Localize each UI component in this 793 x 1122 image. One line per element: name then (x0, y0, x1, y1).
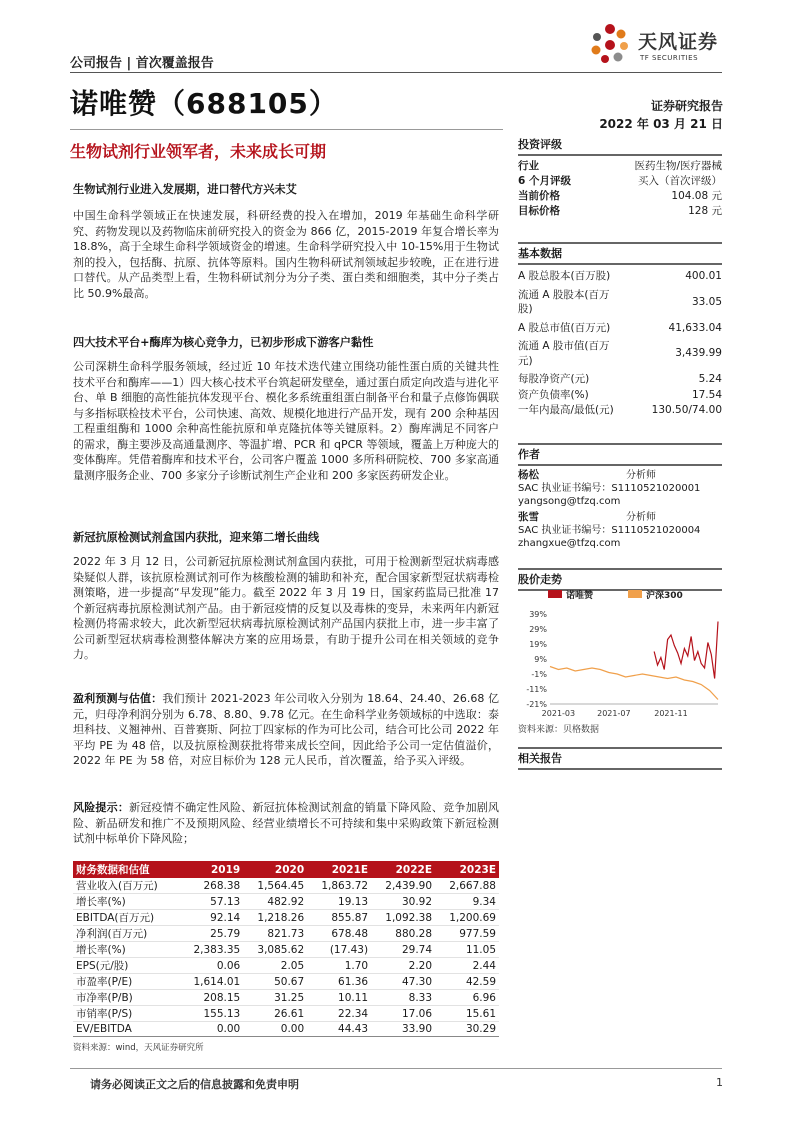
basic-data-panel (518, 242, 722, 422)
table-header-cell: 2020 (243, 861, 307, 878)
basic-data-label: 流通 A 股股本(百万股) (518, 288, 610, 315)
table-cell: 42.59 (435, 974, 499, 990)
y-tick-label: -21% (526, 700, 547, 709)
table-header-cell: 财务数据和估值 (73, 861, 179, 878)
basic-data-row (518, 403, 722, 418)
table-cell: 29.74 (371, 942, 435, 958)
rating-label: 目标价格 (518, 205, 560, 217)
table-cell: 1.70 (307, 958, 371, 974)
table-cell: 22.34 (307, 1006, 371, 1022)
table-cell: 11.05 (435, 942, 499, 958)
valuation-text: 我们预计 2021-2023 年公司收入分别为 18.64、24.40、26.68 亿元，归母净利润分别为 6.78、8.80、9.78 亿元。在生命科学业务领域标的中选取：泰坦科技、义翘神州、百普赛斯、阿拉丁四家标的作为可比公司，结合可比公司 2022 年平均 PE 为 48 倍，以及抗原检测获批将带来成长空间，因此给予公司一定估值溢价，2022 年 PE 为 58 倍，对应目标价为 128 元人民币，首次覆盖，给予买入评级。 (73, 692, 499, 767)
section-paragraph: 2022 年 3 月 12 日，公司新冠抗原检测试剂盒国内获批，可用于检测新型冠状病毒感染疑似人群，该抗原检测试剂可作为核酸检测的辅助和补充，配合国家新型冠状病毒检测策略，进一步提高“早发现”能力。截至 2022 年 3 月 19 日，国家药监局已批准 17 个新冠病毒抗原检测试剂产品。由于新冠疫情的反复以及毒株的变异，未来两年内新冠检测仍将需求较大，此次新型冠状病毒抗原检测试剂产品国内获批上市，进一步丰富了公司新型冠状病毒检测整体解决方案的应用场景，有助于提升公司在相关领域的竞争力。 (73, 555, 499, 661)
risk-label: 风险提示： (73, 801, 130, 814)
table-cell: 57.13 (179, 894, 243, 910)
x-tick-label: 2021-07 (597, 709, 631, 718)
y-tick-label: -1% (531, 670, 547, 679)
risk-paragraph (73, 800, 499, 847)
table-row (73, 990, 499, 1006)
basic-data-row (518, 321, 722, 336)
table-source: 资料来源：wind，天风证券研究所 (73, 1043, 204, 1053)
table-cell: 2,439.90 (371, 878, 435, 894)
y-tick-label: 9% (534, 655, 547, 664)
table-cell: 1,092.38 (371, 910, 435, 926)
table-row-label: 净利润(百万元) (73, 926, 179, 942)
table-cell: 50.67 (243, 974, 307, 990)
table-cell: 9.34 (435, 894, 499, 910)
valuation-paragraph (73, 691, 499, 769)
table-cell: 47.30 (371, 974, 435, 990)
table-cell: 2,383.35 (179, 942, 243, 958)
logo-flower-icon (585, 20, 635, 70)
table-row-label: 增长率(%) (73, 894, 179, 910)
table-cell: 821.73 (243, 926, 307, 942)
table-cell: 1,863.72 (307, 878, 371, 894)
table-cell: 268.38 (179, 878, 243, 894)
basic-data-label: A 股总股本(百万股) (518, 270, 611, 282)
table-cell: 0.00 (243, 1022, 307, 1037)
table-row-label: EPS(元/股) (73, 958, 179, 974)
table-header-row (73, 861, 499, 878)
table-cell: 17.06 (371, 1006, 435, 1022)
table-row (73, 910, 499, 926)
table-row (73, 894, 499, 910)
table-row-label: EV/EBITDA (73, 1022, 179, 1037)
basic-data-title: 基本数据 (518, 244, 722, 265)
table-cell: 26.61 (243, 1006, 307, 1022)
basic-data-value: 17.54 (691, 388, 722, 401)
table-cell: 92.14 (179, 910, 243, 926)
section-title: 生物试剂行业进入发展期，进口替代方兴未艾 (73, 183, 297, 196)
author-name: 杨松 (518, 469, 539, 481)
basic-data-label: 流通 A 股市值(百万元) (518, 340, 610, 367)
x-tick-label: 2021-03 (541, 709, 576, 718)
basic-data-value: 130.50/74.00 (651, 404, 722, 416)
table-cell: 1,564.45 (243, 878, 307, 894)
table-cell: 6.96 (435, 990, 499, 1006)
table-row-label: EBITDA(百万元) (73, 910, 179, 926)
rating-value: 128 元 (688, 205, 722, 217)
table-cell: 44.43 (307, 1022, 371, 1037)
rating-panel (518, 135, 722, 219)
table-cell: 30.29 (435, 1022, 499, 1037)
table-cell: 30.92 (371, 894, 435, 910)
basic-data-label: A 股总市值(百万元) (518, 321, 611, 334)
table-cell: 855.87 (307, 910, 371, 926)
table-row (73, 942, 499, 958)
related-reports-title: 相关报告 (518, 749, 722, 770)
rating-row (518, 189, 722, 204)
chart-section-title: 股价走势 (518, 570, 722, 591)
series-line (550, 667, 718, 700)
table-cell: 33.90 (371, 1022, 435, 1037)
table-row (73, 1006, 499, 1022)
table-cell: 2,667.88 (435, 878, 499, 894)
table-row (73, 926, 499, 942)
table-cell: 8.33 (371, 990, 435, 1006)
section-title: 四大技术平台+酶库为核心竞争力，已初步形成下游客户黏性 (73, 336, 374, 349)
company-title: 诺唯赞（688105） (70, 87, 338, 120)
doc-type: 证券研究报告 (650, 99, 723, 113)
rating-row (518, 159, 722, 174)
risk-text: 新冠疫情不确定性风险、新冠抗体检测试剂盒的销量下降风险、竞争加剧风险、新品研发和推广不及预期风险、经营业绩增长不可持续和集中采购政策下新冠检测试剂中标单价下降风险； (73, 801, 500, 845)
table-cell: 678.48 (307, 926, 371, 942)
valuation-label: 盈利预测与估值： (73, 692, 163, 705)
y-tick-label: -11% (526, 685, 547, 694)
table-cell: 880.28 (371, 926, 435, 942)
table-cell: 155.13 (179, 1006, 243, 1022)
table-cell: 0.06 (179, 958, 243, 974)
basic-data-row (518, 288, 722, 317)
table-cell: 1,218.26 (243, 910, 307, 926)
author-item (518, 511, 722, 550)
table-cell: 0.00 (179, 1022, 243, 1037)
basic-data-value: 5.24 (698, 373, 722, 385)
table-cell: 61.36 (307, 974, 371, 990)
rating-value: 医药生物/医疗器械 (634, 160, 722, 172)
basic-data-value: 33.05 (691, 295, 722, 308)
legend-label: 沪深300 (646, 591, 683, 601)
author-role: 分析师 (626, 470, 656, 481)
rating-label: 行业 (518, 160, 539, 172)
table-header-cell: 2019 (179, 861, 243, 878)
table-cell: 2.20 (371, 958, 435, 974)
footer-divider (70, 1068, 722, 1069)
author-email[interactable]: yangsong@tfzq.com (518, 496, 621, 507)
logo-name: 天风证券 (638, 31, 719, 53)
footer-disclaimer: 请务必阅读正文之后的信息披露和免责申明 (90, 1078, 299, 1091)
rating-value: 104.08 元 (671, 190, 722, 202)
header-divider (70, 72, 722, 73)
table-cell: 31.25 (243, 990, 307, 1006)
section-paragraph: 中国生命科学领域正在快速发展，科研经费的投入在增加，2019 年基础生命科学研究、药物发现以及药物临床前研究投入的资金为 866 亿，2015-2019 年复合增长率为 18.8%，高于全球生命科学领域资金的增速。生命科学研究投入中 10-15%用于生物试剂的投入，包括酶、抗原、抗体等原料。国内生物科研试剂领域起步较晚，正在进行进口替代。从产品类型上看，生物科研试剂分为分子类、蛋白类和细胞类，其中分子类占比 50.9%最高。 (73, 209, 499, 300)
rating-label: 6 个月评级 (518, 175, 571, 187)
basic-data-row (518, 339, 722, 368)
authors-title: 作者 (518, 445, 722, 466)
basic-data-value: 41,633.04 (668, 321, 722, 334)
author-item (518, 469, 722, 508)
table-cell: 25.79 (179, 926, 243, 942)
legend-swatch (548, 590, 562, 598)
author-role: 分析师 (626, 512, 656, 523)
basic-data-row (518, 269, 722, 284)
section-paragraph: 公司深耕生命科学服务领域，经过近 10 年技术迭代建立围绕功能性蛋白质的关键共性技术平台和酶库——1）四大核心技术平台筑起研发壁垒，通过蛋白质定向改造与进化平台、单 B 细胞的高性能抗体发现平台、模化多系统重组蛋白制备平台和量子点修饰偶联与多指标联检技术平台，公司快速、高效、规模化地进行产品开发，现有 200 余种基因工程重组酶和 1000 余种高性能抗原和单克隆抗体等关键原料。2）酶库满足不同客户的需求，酶主要涉及高通量测序、等温扩增、PCR 和 qPCR 等领域，覆盖上万种庞大的变体酶库。凭借着酶库和技术平台，公司客户覆盖 1000 多所科研院校、700 多家高通量测序服务企业、700 多家分子诊断试剂生产企业和 200 多家医药研发企业。 (73, 360, 499, 482)
table-row-label: 市盈率(P/E) (73, 974, 179, 990)
basic-data-row (518, 372, 722, 387)
logo-name-en: TF SECURITIES (640, 54, 699, 62)
headline: 生物试剂行业领军者，未来成长可期 (70, 142, 327, 161)
table-row (73, 878, 499, 894)
table-cell: 2.44 (435, 958, 499, 974)
table-cell: 10.11 (307, 990, 371, 1006)
report-type: 公司报告 | 首次覆盖报告 (70, 56, 214, 71)
table-row-label: 营业收入(百万元) (73, 878, 179, 894)
y-tick-label: 19% (529, 640, 547, 649)
rating-row (518, 204, 722, 219)
author-cert: SAC 执业证书编号：S1110521020001 (518, 483, 701, 494)
basic-data-label: 资产负债率(%) (518, 388, 589, 401)
rating-value: 买入（首次评级） (638, 175, 722, 187)
page-number: 1 (716, 1076, 723, 1089)
table-row-label: 市销率(P/S) (73, 1006, 179, 1022)
stock-price-chart (518, 584, 722, 724)
table-cell: (17.43) (307, 942, 371, 958)
table-cell: 482.92 (243, 894, 307, 910)
rating-row (518, 174, 722, 189)
headline-divider (70, 129, 503, 130)
basic-data-value: 3,439.99 (675, 347, 722, 360)
table-cell: 19.13 (307, 894, 371, 910)
legend-swatch (628, 590, 642, 598)
legend-label: 诺唯赞 (566, 591, 594, 601)
table-cell: 1,200.69 (435, 910, 499, 926)
author-cert: SAC 执业证书编号：S1110521020004 (518, 525, 701, 536)
financial-table (73, 861, 499, 1037)
table-header-cell: 2022E (371, 861, 435, 878)
table-cell: 977.59 (435, 926, 499, 942)
table-cell: 2.05 (243, 958, 307, 974)
table-cell: 1,614.01 (179, 974, 243, 990)
table-cell: 208.15 (179, 990, 243, 1006)
table-row (73, 1022, 499, 1037)
basic-data-label: 每股净资产(元) (518, 373, 590, 385)
y-tick-label: 29% (529, 625, 547, 634)
author-name: 张雪 (518, 511, 539, 523)
related-reports-panel (518, 747, 722, 770)
table-cell: 15.61 (435, 1006, 499, 1022)
author-email[interactable]: zhangxue@tfzq.com (518, 538, 621, 549)
series-line (654, 622, 718, 679)
table-row (73, 958, 499, 974)
table-row (73, 974, 499, 990)
x-tick-label: 2021-11 (654, 709, 688, 718)
chart-source: 资料来源：贝格数据 (518, 725, 600, 735)
table-header-cell: 2023E (435, 861, 499, 878)
table-cell: 3,085.62 (243, 942, 307, 958)
rating-label: 当前价格 (518, 190, 560, 202)
y-tick-label: 39% (529, 610, 547, 619)
table-row-label: 增长率(%) (73, 942, 179, 958)
basic-data-value: 400.01 (685, 270, 722, 282)
table-row-label: 市净率(P/B) (73, 990, 179, 1006)
table-header-cell: 2021E (307, 861, 371, 878)
basic-data-row (518, 388, 722, 403)
rating-title: 投资评级 (518, 135, 722, 156)
report-date: 2022 年 03 月 21 日 (599, 117, 723, 131)
basic-data-label: 一年内最高/最低(元) (518, 404, 614, 416)
section-title: 新冠抗原检测试剂盒国内获批，迎来第二增长曲线 (73, 531, 320, 544)
authors-panel (518, 443, 722, 553)
